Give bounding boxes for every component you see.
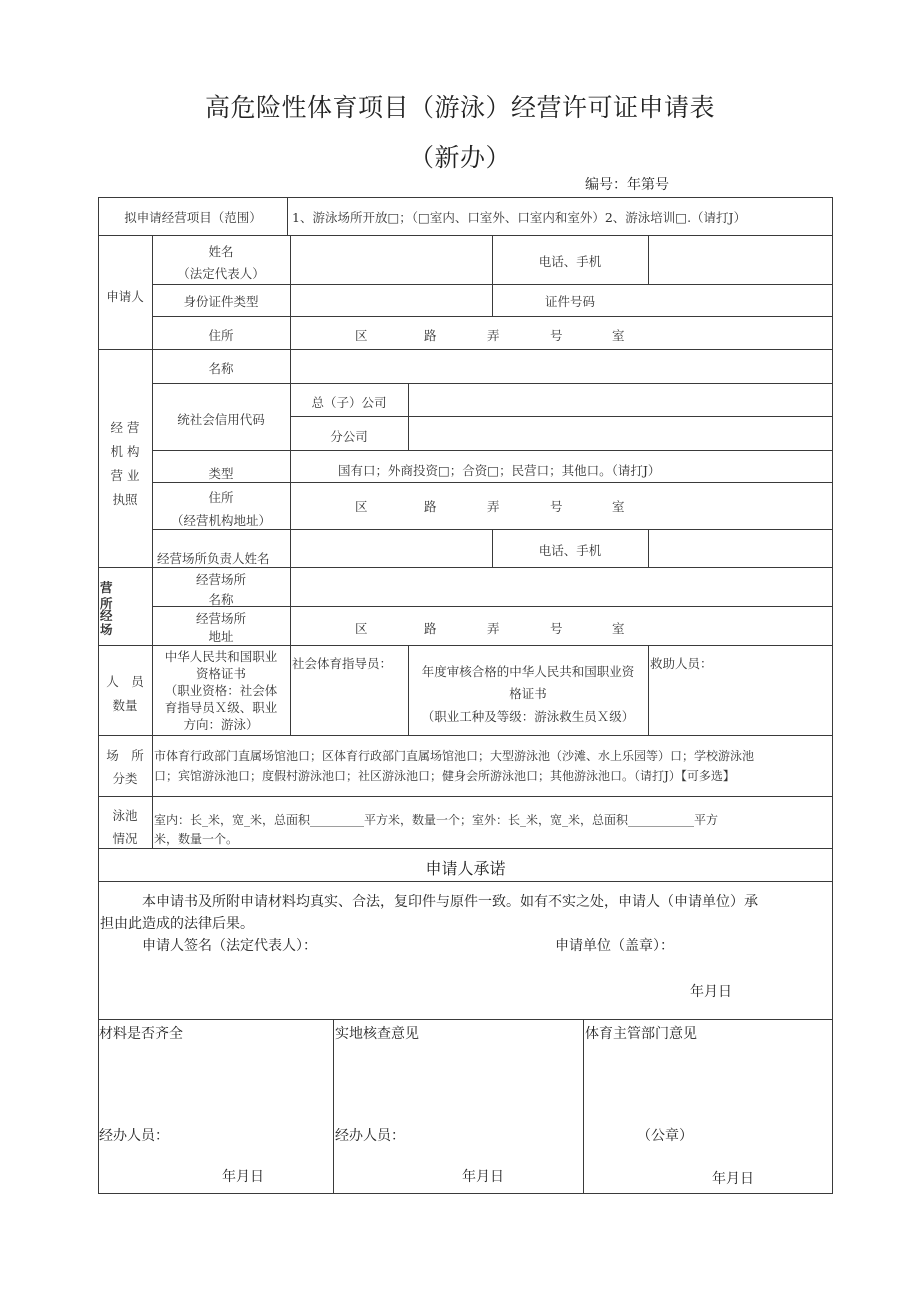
scope-value: 1、游泳场所开放□；（□室内、口室外、口室内和室外）2、游泳培训□.（请打J） [292,210,747,225]
venue-class-label-2: 分类 [112,771,138,786]
scope-label: 拟申请经营项目（范围） [124,210,262,225]
addr-lane: 弄 [487,499,500,514]
addr-number: 号 [550,499,563,514]
license-type-options[interactable]: 国有口；外商投资□；合资□；民营口；其他口。（请打J） [338,463,661,478]
license-name-label: 名称 [208,361,234,376]
materials-complete-title: 材料是否齐全 [99,1026,183,1042]
manager-phone-label: 电话、手机 [538,543,602,558]
applicant-id-type-label: 身份证件类型 [183,294,259,309]
commitment-date: 年月日 [690,984,732,1000]
addr-room: 室 [612,499,625,514]
license-group-label-4: 执照 [112,492,138,507]
venue-name-sub-label: 名称 [208,592,234,607]
site-check-date: 年月日 [462,1169,504,1185]
materials-handler-label: 经办人员： [99,1128,169,1144]
site-handler-label: 经办人员： [335,1128,405,1144]
branch-label: 分公司 [330,429,368,444]
venue-class-options-2[interactable]: 口；宾馆游泳池口；度假村游泳池口；社区游泳池口；健身会所游泳池口；其他游泳池口。（请打J）【可多选】 [154,769,735,783]
applicant-id-no-label: 证件号码 [544,294,595,309]
manager-phone-field[interactable] [649,530,831,567]
venue-group-label-2: 所 [100,596,113,611]
unit-seal-label[interactable]: 申请单位（盖章）： [555,938,674,954]
signature-label[interactable]: 申请人签名（法定代表人）： [142,938,317,954]
branch-code-field[interactable] [409,417,831,450]
venue-address-sub-label: 地址 [208,629,234,644]
license-type-label: 类型 [208,466,234,481]
annual-cert-line-3: （职业工种及等级：游泳救生员Ｘ级） [421,709,635,724]
annual-cert-line-2: 格证书 [509,686,547,701]
site-check-field[interactable] [335,1045,582,1115]
applicant-legal-rep-label: （法定代表人） [177,266,265,281]
lifeguard-label[interactable]: 救助人员： [650,656,713,671]
applicant-group-label: 申请人 [106,289,144,304]
applicant-id-type-field[interactable] [291,285,491,316]
addr-lane: 弄 [487,621,500,636]
sports-dept-date: 年月日 [712,1171,754,1187]
addr-lane: 弄 [487,328,500,343]
venue-class-label-1: 场 所 [106,748,144,763]
license-group-label-1: 经 营 [110,420,140,435]
cert-line-1: 中华人民共和国职业 [164,649,278,664]
addr-district: 区 [355,621,368,636]
applicant-name-label: 姓名 [208,244,234,259]
document-number: 编号：年第号 [585,177,669,193]
addr-room: 室 [612,621,625,636]
addr-number: 号 [550,621,563,636]
pool-label-2: 情况 [112,831,138,846]
venue-group-label-3: 经场 [100,608,113,637]
page-subtitle: （新办） [408,143,511,172]
instructor-label[interactable]: 社会体育指导员： [292,656,393,671]
addr-district: 区 [355,499,368,514]
commitment-text-1: 本申请书及所附申请材料均真实、合法，复印件与原件一致。如有不实之处，申请人（申请单位）承 [142,894,758,910]
applicant-id-no-field[interactable] [649,285,831,316]
addr-room: 室 [612,328,625,343]
venue-name-field[interactable] [291,568,831,606]
applicant-name-field[interactable] [291,236,491,284]
license-name-field[interactable] [291,350,831,383]
page-title: 高危险性体育项目（游泳）经营许可证申请表 [204,93,715,122]
annual-cert-line-1: 年度审核合格的中华人民共和国职业资 [421,664,635,679]
manager-label: 经营场所负责人姓名 [157,551,270,566]
license-group-label-3: 营 业 [110,468,140,483]
pool-label-1: 泳池 [112,808,138,823]
applicant-phone-label: 电话、手机 [538,254,602,269]
addr-road: 路 [424,621,437,636]
sports-dept-title: 体育主管部门意见 [585,1026,697,1042]
parent-company-code-field[interactable] [409,384,831,416]
applicant-phone-field[interactable] [649,236,831,284]
license-address-label: 住所 [208,490,234,505]
site-check-title: 实地核查意见 [335,1026,419,1042]
cert-line-4: 育指导员Ｘ级、职业 [164,700,278,715]
credit-code-label: 统社会信用代码 [177,412,265,427]
addr-road: 路 [424,328,437,343]
commitment-heading: 申请人承诺 [425,859,506,878]
pool-info-line-2[interactable]: 米，数量一个。 [154,832,239,846]
commitment-text-2: 担由此造成的法律后果。 [100,916,254,932]
materials-date: 年月日 [222,1169,264,1185]
manager-name-field[interactable] [291,530,491,567]
staff-group-label-1: 人 员 [106,674,144,689]
staff-group-label-2: 数量 [112,698,138,713]
applicant-address-label: 住所 [208,328,234,343]
venue-name-label: 经营场所 [195,572,246,587]
venue-address-label: 经营场所 [195,611,246,626]
addr-road: 路 [424,499,437,514]
cert-line-2: 资格证书 [195,666,246,681]
license-address-sub-label: （经营机构地址） [170,513,271,528]
addr-district: 区 [355,328,368,343]
pool-info-line-1[interactable]: 室内：长_米，宽_米，总面积_________平方米，数量一个；室外：长_米，宽_米，总面积___________平方 [154,813,719,827]
addr-number: 号 [550,328,563,343]
parent-company-label: 总（子）公司 [311,395,387,410]
cert-line-5: 方向：游泳） [183,717,259,732]
license-group-label-2: 机 构 [110,444,140,459]
venue-class-options-1[interactable]: 市体育行政部门直属场馆池口；区体育行政部门直属场馆池口；大型游泳池（沙滩、水上乐园等）口；学校游泳池 [154,749,755,763]
cert-line-3: （职业资格：社会体 [164,683,278,698]
materials-complete-field[interactable] [99,1045,332,1115]
sports-dept-field[interactable] [585,1045,831,1115]
venue-group-label-1: 营 [100,580,113,595]
official-seal-label: （公章） [637,1128,693,1144]
